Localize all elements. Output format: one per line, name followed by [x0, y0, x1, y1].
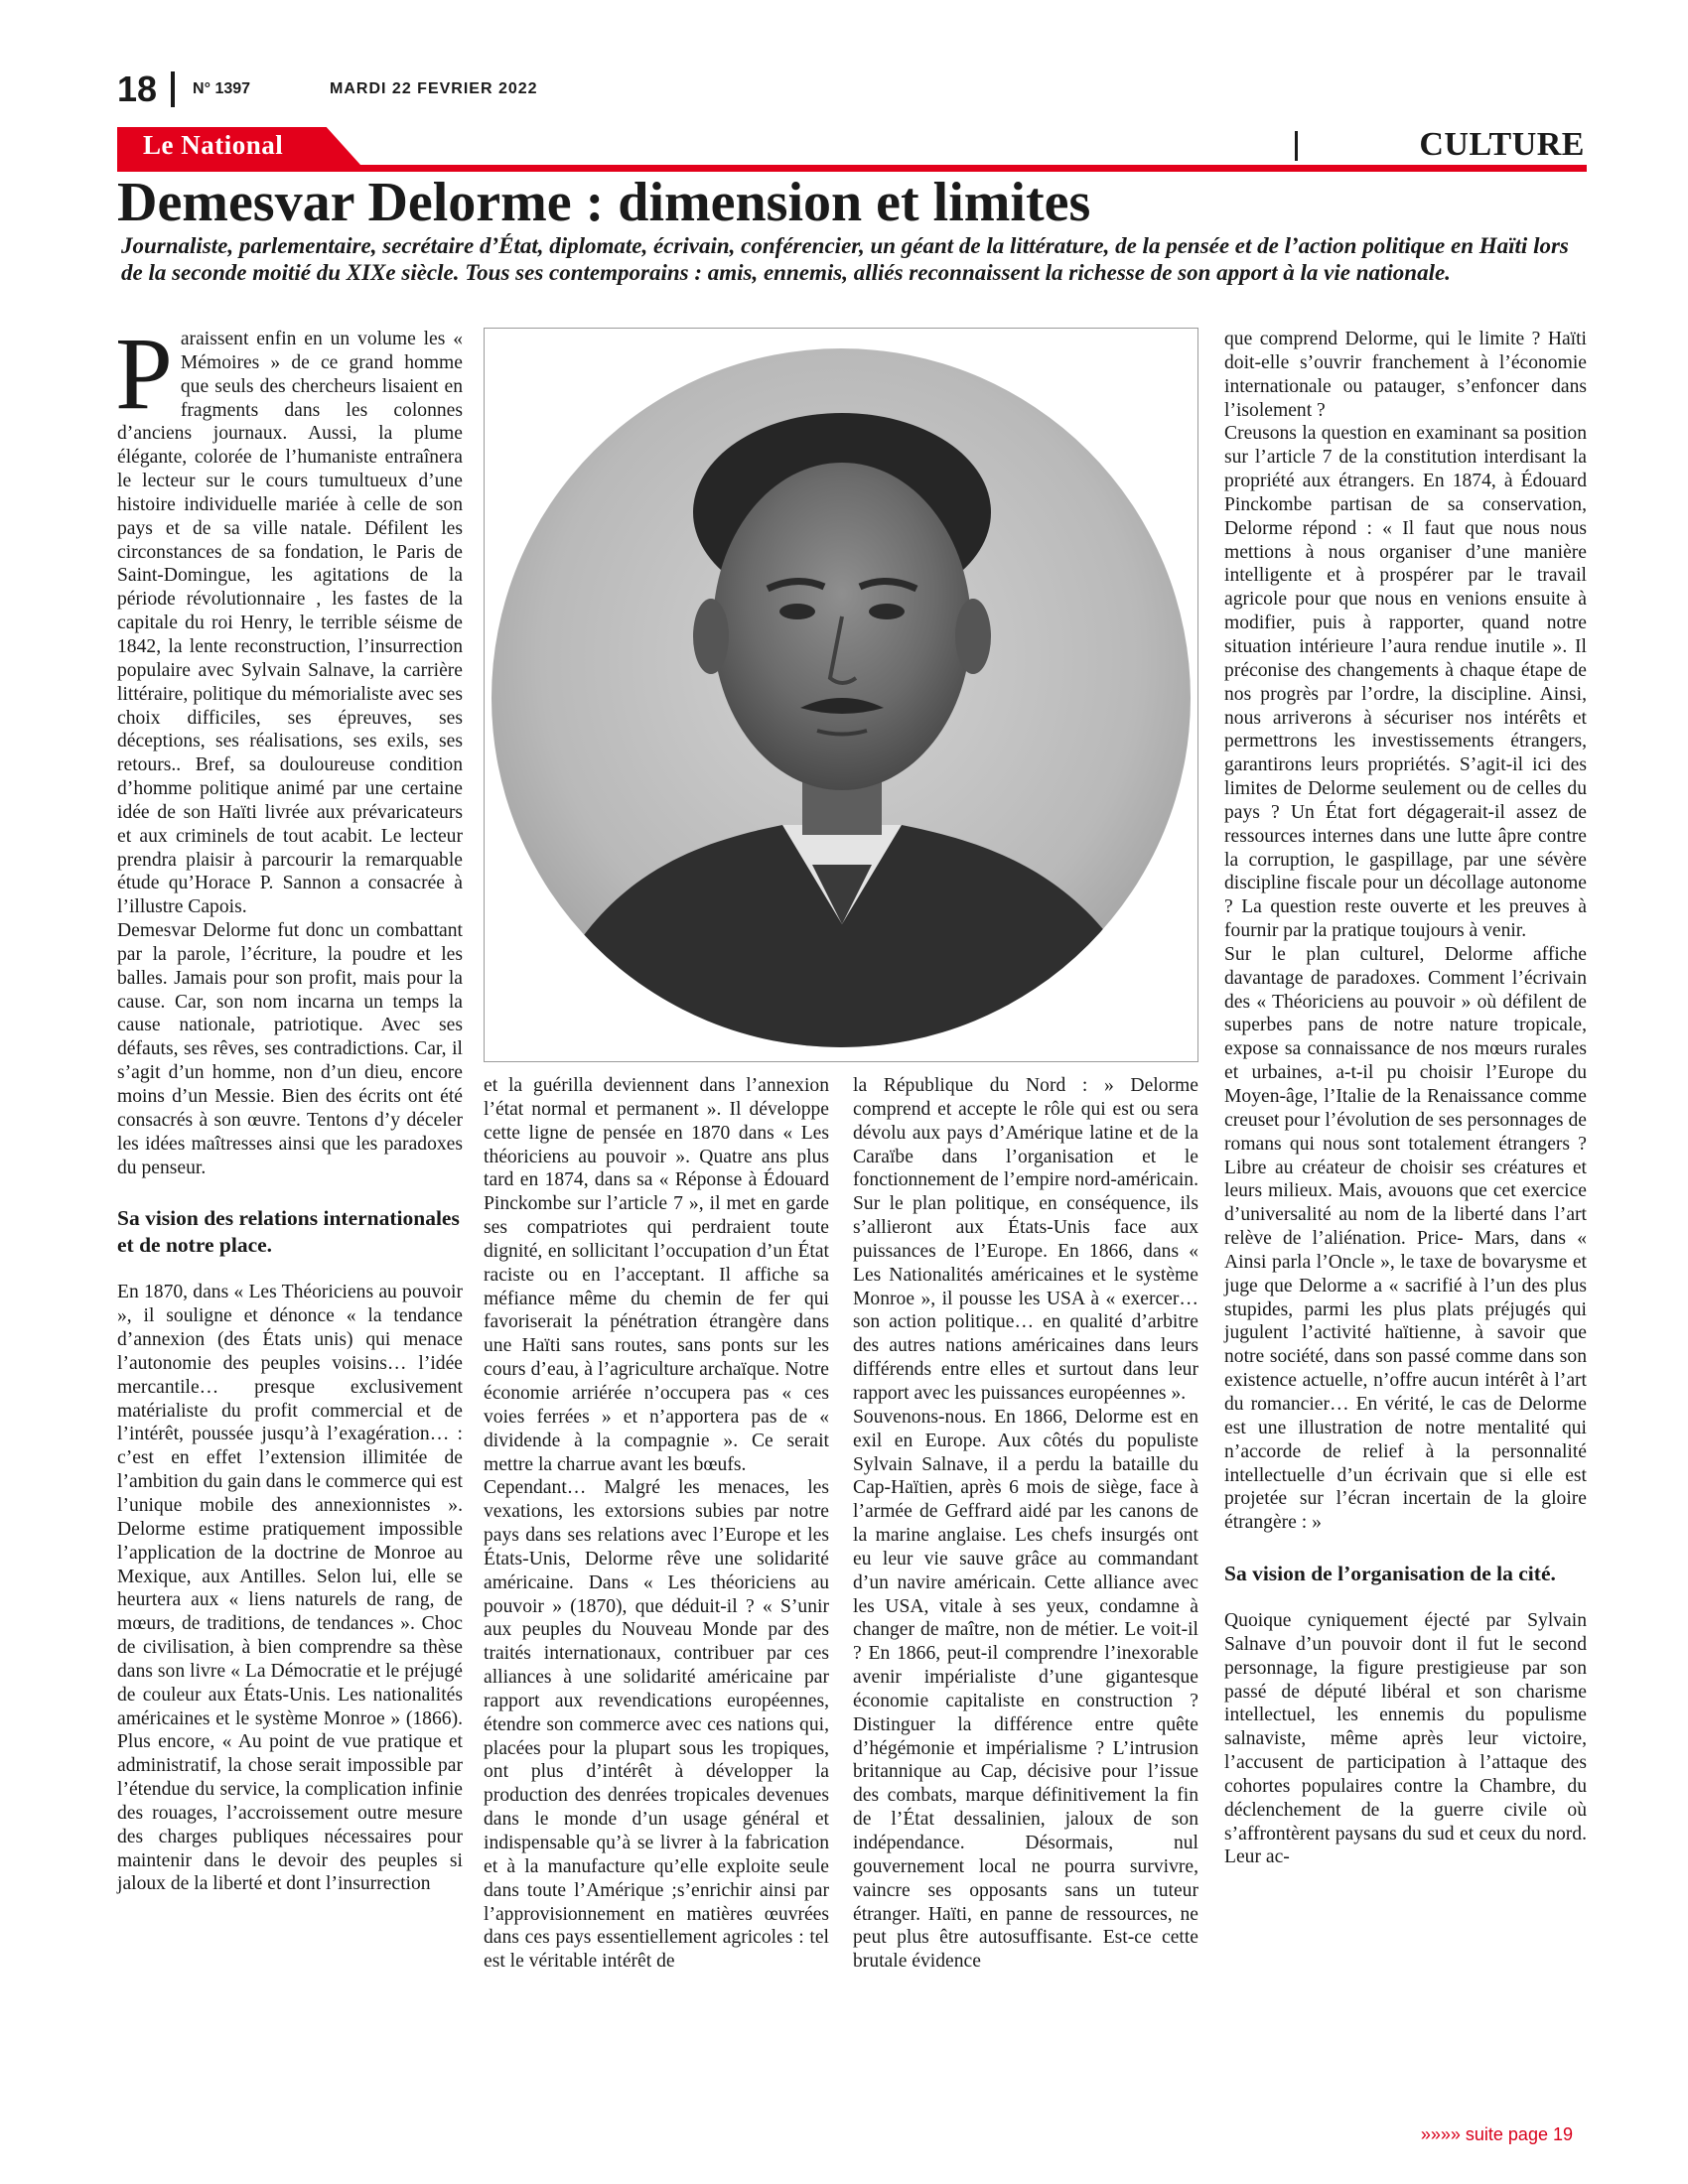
paragraph	[115, 317, 463, 919]
paragraph: que comprend Delorme, qui le limite ? Haïti doit-elle s’ouvrir franchement à l’économie internationale ou patauger, s’enfoncer dans l’isolement ?	[1224, 329, 1587, 421]
paragraph: la République du Nord : » Delorme comprend et accepte le rôle qui est ou sera dévolu aux pays d’Amérique latine et de la Caraïbe dans l’organisation et le fonctionnement de l’empire nord-américain. Sur le plan politique, en conséquence, ils s’allieront aux États-Unis face aux puissances de l’Europe. En 1866, dans « Les Nationalités américaines et le système Monroe », il pousse les USA à « exercer… son action politique… en qualité d’arbitre des autres nations américaines dans leurs différends entre elles et surtout dans leur rapport avec les puissances européennes ».	[853, 1075, 1198, 1404]
paragraph: Souvenons-nous. En 1866, Delorme est en exil en Europe. Aux côtés du populiste Sylvain Salnave, il a perdu la bataille du Cap-Haïtien, après 6 mois de siège, face à l’armée de Geffrard aidé par les canons de la marine anglaise. Les chefs insurgés ont eu leur vie sauve grâce au commandant d’un navire américain. Cette alliance avec les USA, vitale à ses yeux, condamne à changer de maître, non de métier. Le voit-il ? En 1866, peut-il comprendre l’inexorable avenir impérialiste d’une gigantesque économie capitaliste en construction ? Distinguer la différence entre quête d’hégémonie et impérialisme ? L’intrusion britannique au Cap, décisive pour l’issue des combats, marque définitivement la fin de l’État dessalinien, jaloux de son indépendance. Désormais, nul gouvernement local ne pourra survivre, vaincre ses opposants sans un tuteur étranger. Haïti, en panne de ressources, ne peut plus être autosuffisante. Est-ce cette brutale évidence	[853, 1406, 1198, 1973]
issue-number: N° 1397	[193, 80, 251, 97]
subheading: Sa vision des relations internationales et de notre place.	[117, 1206, 460, 1258]
page-header	[117, 69, 538, 109]
portrait-photo	[484, 328, 1198, 1062]
paragraph: et la guérilla deviennent dans l’annexion l’état normal et permanent ». Il développe cette ligne de pensée en 1870 dans « Les théoriciens au pouvoir ». Quatre ans plus tard en 1874, dans sa « Réponse à Édouard Pinckombe sur l’article 7 », il met en garde ses compatriotes qui perdraient toute dignité, en sollicitant l’occupation d’un État raciste ou en l’acceptant. Il affiche sa méfiance même du chemin de fer qui favoriserait la pénétration étrangère dans une Haïti sans routes, sans ponts sur les cours d’eau, à l’agriculture archaïque. Notre économie arriérée n’occupera pas « ces voies ferrées » et n’apportera pas de « dividende à la compagnie ». Ce serait mettre la charrue avant les bœufs.	[484, 1075, 829, 1475]
paragraph-text: araissent enfin en un volume les « Mémoires » de ce grand homme que seuls des chercheurs lisaient en fragments dans les colonnes d’anciens journaux. Aussi, la plume élégante, colorée de l’humaniste entraînera le lecteur sur le cours tumultueux d’une histoire individuelle mariée à celle de son pays et de sa ville natale. Défilent les circonstances de sa fondation, le Paris de Saint-Domingue, les agitations de la période révolutionnaire , les fastes de la capitale du roi Henry, le terrible séisme de 1842, la lente reconstruction, l’insurrection populaire avec Sylvain Salnave, la carrière littéraire, politique du mémorialiste avec ses choix difficiles, ses épreuves, ses déceptions, ses réalisations, ses exils, ses retours.. Bref, sa douloureuse condition d’homme politique animé par une certaine idée de son Haïti livrée aux prévaricateurs et aux criminels de tout acabit. Le lecteur prendra plaisir à parcourir la remarquable étude qu’Horace P. Sannon a consacrée à l’illustre Capois.	[117, 329, 463, 918]
article-column-4	[1224, 328, 1587, 1869]
paragraph: Demesvar Delorme fut donc un combattant par la parole, l’écriture, la poudre et les balles. Jamais pour son profit, mais pour la cause. Car, son nom incarna un temps la cause nationale, patriotique. Avec ses défauts, ses rêves, ses contradictions. Car, il s’agit d’un homme, non d’un dieu, encore moins d’un Messie. Bien des écrits ont été consacrés à son œuvre. Tentons d’y déceler les idées maîtresses ainsi que les paradoxes du penseur.	[117, 920, 463, 1178]
article-title: Demesvar Delorme : dimension et limites	[117, 172, 1091, 233]
section-divider	[1295, 131, 1298, 161]
paragraph: Cependant… Malgré les menaces, les vexations, les extorsions subies par notre pays dans ses relations avec l’Europe et les États-Unis, Delorme rêve une solidarité américaine. Dans « Les théoriciens au pouvoir » (1870), que déduit-il ? « S’unir aux peuples du Nouveau Monde par des traités internationaux, contribuer par ces alliances à une solidarité américaine par rapport aux revendications européennes, étendre son commerce avec ces nations qui, placées pour la plupart sous les tropiques, ont plus d’intérêt à développer la production des denrées tropicales devenues dans le monde d’un usage général et indispensable qu’à se livrer à la fabrication et à la manufacture qu’elle exploite seule dans toute l’Amérique ;s’enrichir ainsi par l’approvisionnement en matières œuvrées dans ces pays essentiellement agricoles : tel est le véritable intérêt de	[484, 1477, 829, 1973]
continuation-link[interactable]: »»»» suite page 19	[1420, 2124, 1573, 2144]
paragraph: En 1870, dans « Les Théoriciens au pouvoir », il souligne et dénonce « la tendance d’annexion (des États unis) qui menace l’autonomie des peuples voisins… l’idée mercantile… presque exclusivement matérialiste du profit commercial et de l’intérêt, poussée jusqu’à l’exagération… : c’est en effet l’extension illimitée de l’ambition du gain dans le commerce qui est l’unique mobile des annexionnistes ». Delorme estime pratiquement impossible l’application de la doctrine de Monroe au Mexique, aux Antilles. Selon lui, elle se heurtera aux « liens naturels de rang, de mœurs, de traditions, de tendances ». Choc de civilisation, à bien comprendre sa thèse dans son livre « La Démocratie et le préjugé de couleur aux États-Unis. Les nationalités américaines et le système Monroe » (1866). Plus encore, « Au point de vue pratique et administratif, la chose serait impossible par l’étendue du service, la complication infinie des rouages, l’accroissement outre mesure des charges publiques nécessaires pour maintenir dans le devoir des peuples si jaloux de la liberté et dont l’insurrection	[117, 1282, 463, 1895]
article-column-3	[853, 1074, 1198, 1974]
section-label: CULTURE	[1419, 126, 1585, 163]
paragraph: Quoique cyniquement éjecté par Sylvain Salnave d’un pouvoir dont il fut le second personnage, la figure prestigieuse par son passé de député libéral et son charisme intellectuel, les ennemis du populisme salnaviste, même après leur victoire, l’accusent de participation à l’attaque des cohortes populaires contre la Chambre, du déclenchement de la guerre civile où s’affrontèrent paysans du sud et ceux du nord. Leur ac-	[1224, 1610, 1587, 1868]
article-column-2	[484, 1074, 829, 1974]
brand-bar	[117, 127, 1587, 171]
article-deck: Journaliste, parlementaire, secrétaire d’État, diplomate, écrivain, conférencier, un géant de la littérature, de la pensée et de l’action politique en Haïti lors de la seconde moitié du XIXe siècle. Tous ses contemporains : amis, ennemis, alliés reconnaissent la richesse de son apport à la vie nationale.	[121, 233, 1569, 285]
page-number: 18	[117, 68, 158, 109]
newspaper-name: Le National	[143, 130, 284, 160]
paragraph: Sur le plan culturel, Delorme affiche davantage de paradoxes. Comment l’écrivain des « Théoriciens au pouvoir » où défilent de superbes pans de notre nature tropicale, expose sa connaissance de nos mœurs rurales et urbaines, a-t-il pu choisir l’Europe du Moyen-âge, l’Italie de la Renaissance comme creuset pour l’évolution de ses personnages de romans qui nous sont totalement étrangers ? Libre au créateur de choisir ses créatures et leurs milieux. Mais, avouons que cet exercice d’universalité au nom de la liberté dans l’art relève de l’aliénation. Price- Mars, dans « Ainsi parla l’Oncle », le taxe de bovarysme et juge que Delorme a « sacrifié à l’un des plus stupides, parmi les plus plats préjugés qui jugulent l’activité haïtienne, à savoir que notre société, dans son passé comme dans son existence actuelle, n’offre aucun intérêt à l’art du romancier… En vérité, le cas de Delorme est une illustration de notre mentalité qui n’accorde de relief à la personnalité intellectuelle d’un écrivain que si elle est projetée sur l’écran incertain de la gloire étrangère : »	[1224, 943, 1587, 1534]
issue-date: MARDI 22 FEVRIER 2022	[330, 80, 538, 97]
paragraph: Creusons la question en examinant sa position sur l’article 7 de la constitution interdisant la propriété aux étrangers. En 1874, à Édouard Pinckombe partisan de sa conservation, Delorme répond : « Il faut que nous nous mettions à nous organiser d’une manière intelligente et à prospérer par le travail agricole pour que nous en venions ensuite à modifier, puis à rapporter, quand notre situation intérieure l’aura rendue inutile ». Il préconise des changements à chaque étape de nos progrès par l’ordre, la discipline. Ainsi, nous arriverons à sécuriser nos intérêts et permettrons les investissements étrangers, garantirons leurs propriétés. S’agit-il ici des limites de Delorme seulement ou de celles du pays ? Un État fort dégagerait-il assez de ressources internes dans une lutte âpre contre la corruption, le gaspillage, par une sévère discipline fiscale pour un décollage autonome ? La question reste ouverte et les preuves à fournir par la pratique toujours à venir.	[1224, 423, 1587, 942]
subheading: Sa vision de l’organisation de la cité.	[1224, 1562, 1556, 1586]
article-column-1	[115, 317, 463, 1896]
drop-cap: P	[115, 317, 173, 431]
header-divider	[171, 71, 175, 107]
portrait-image	[485, 329, 1197, 1061]
